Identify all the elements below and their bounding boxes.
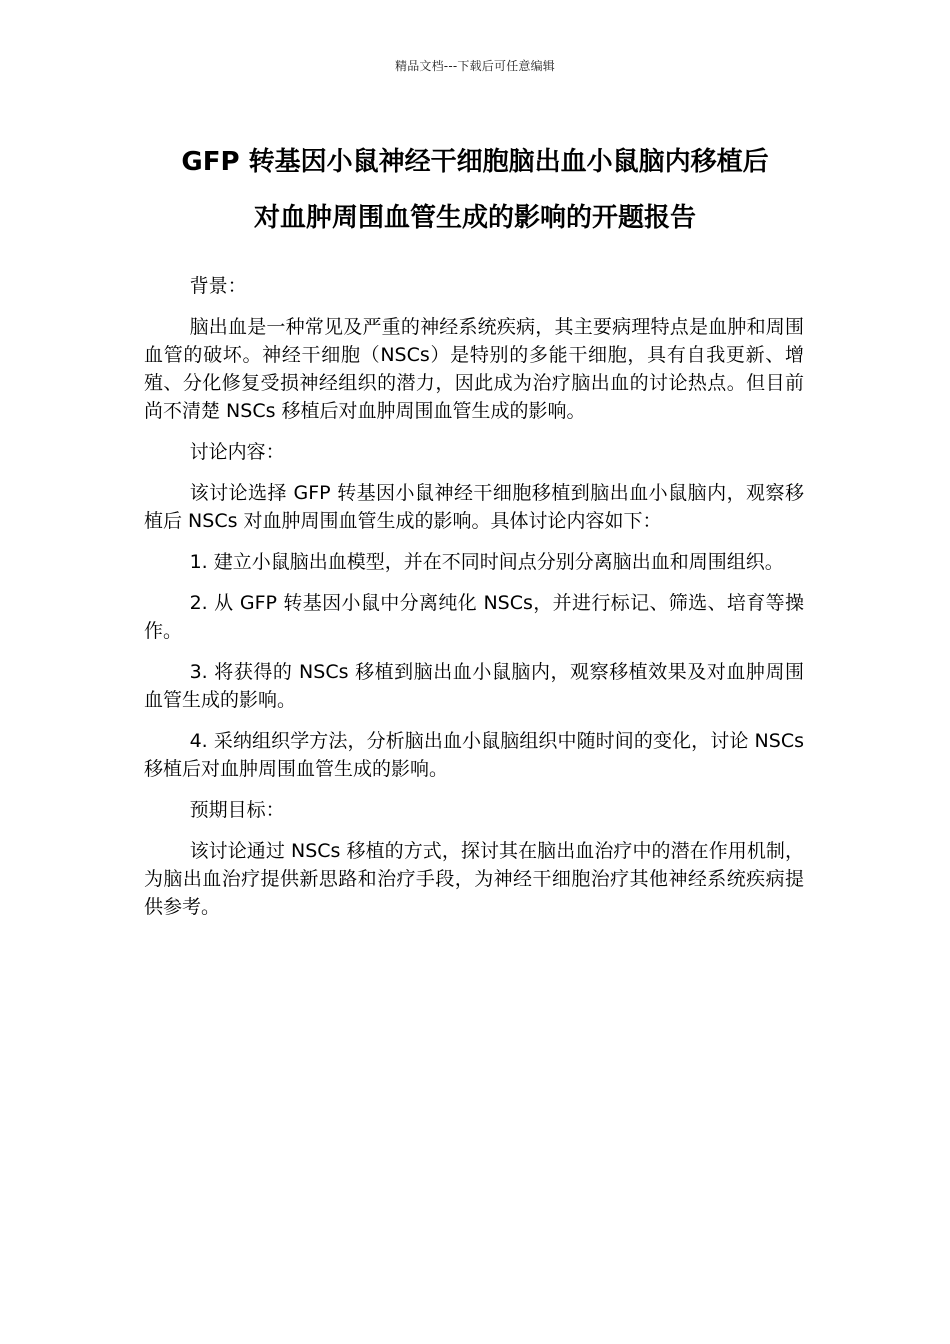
section-heading-background: 背景：: [189, 275, 247, 297]
title-line-1: GFP 转基因小鼠神经干细胞脑出血小鼠脑内移植后: [181, 147, 769, 177]
paragraph-goals: 该讨论通过 NSCs 移植的方式，探讨其在脑出血治疗中的潜在作用机制，为脑出血治疗提供新思路和治疗手段，为神经干细胞治疗其他神经系统疾病提供参考。: [144, 840, 804, 918]
header-note: 精品文档---下载后可任意编辑: [395, 59, 555, 73]
section-heading-content: 讨论内容：: [189, 441, 285, 463]
section-heading-goals: 预期目标：: [189, 799, 285, 821]
paragraph-content-intro: 该讨论选择 GFP 转基因小鼠神经干细胞移植到脑出血小鼠脑内，观察移植后 NSCs 对血肿周围血管生成的影响。具体讨论内容如下：: [144, 482, 804, 532]
title-line-2: 对血肿周围血管生成的影响的开题报告: [253, 203, 696, 233]
paragraph-background: 脑出血是一种常见及严重的神经系统疾病，其主要病理特点是血肿和周围血管的破坏。神经干细胞（NSCs）是特别的多能干细胞，具有自我更新、增殖、分化修复受损神经组织的潜力，因此成为治疗脑出血的讨论热点。但目前尚不清楚 NSCs 移植后对血肿周围血管生成的影响。: [144, 316, 804, 422]
document-title: [100, 134, 850, 246]
list-item-1: 1. 建立小鼠脑出血模型，并在不同时间点分别分离脑出血和周围组织。: [189, 551, 784, 573]
list-item-2: 2. 从 GFP 转基因小鼠中分离纯化 NSCs，并进行标记、筛选、培育等操作。: [144, 592, 804, 642]
list-item-4: 4. 采纳组织学方法，分析脑出血小鼠脑组织中随时间的变化，讨论 NSCs 移植后对血肿周围血管生成的影响。: [144, 730, 804, 780]
list-item-3: 3. 将获得的 NSCs 移植到脑出血小鼠脑内，观察移植效果及对血肿周围血管生成的影响。: [144, 661, 804, 711]
document-body: [144, 272, 804, 934]
